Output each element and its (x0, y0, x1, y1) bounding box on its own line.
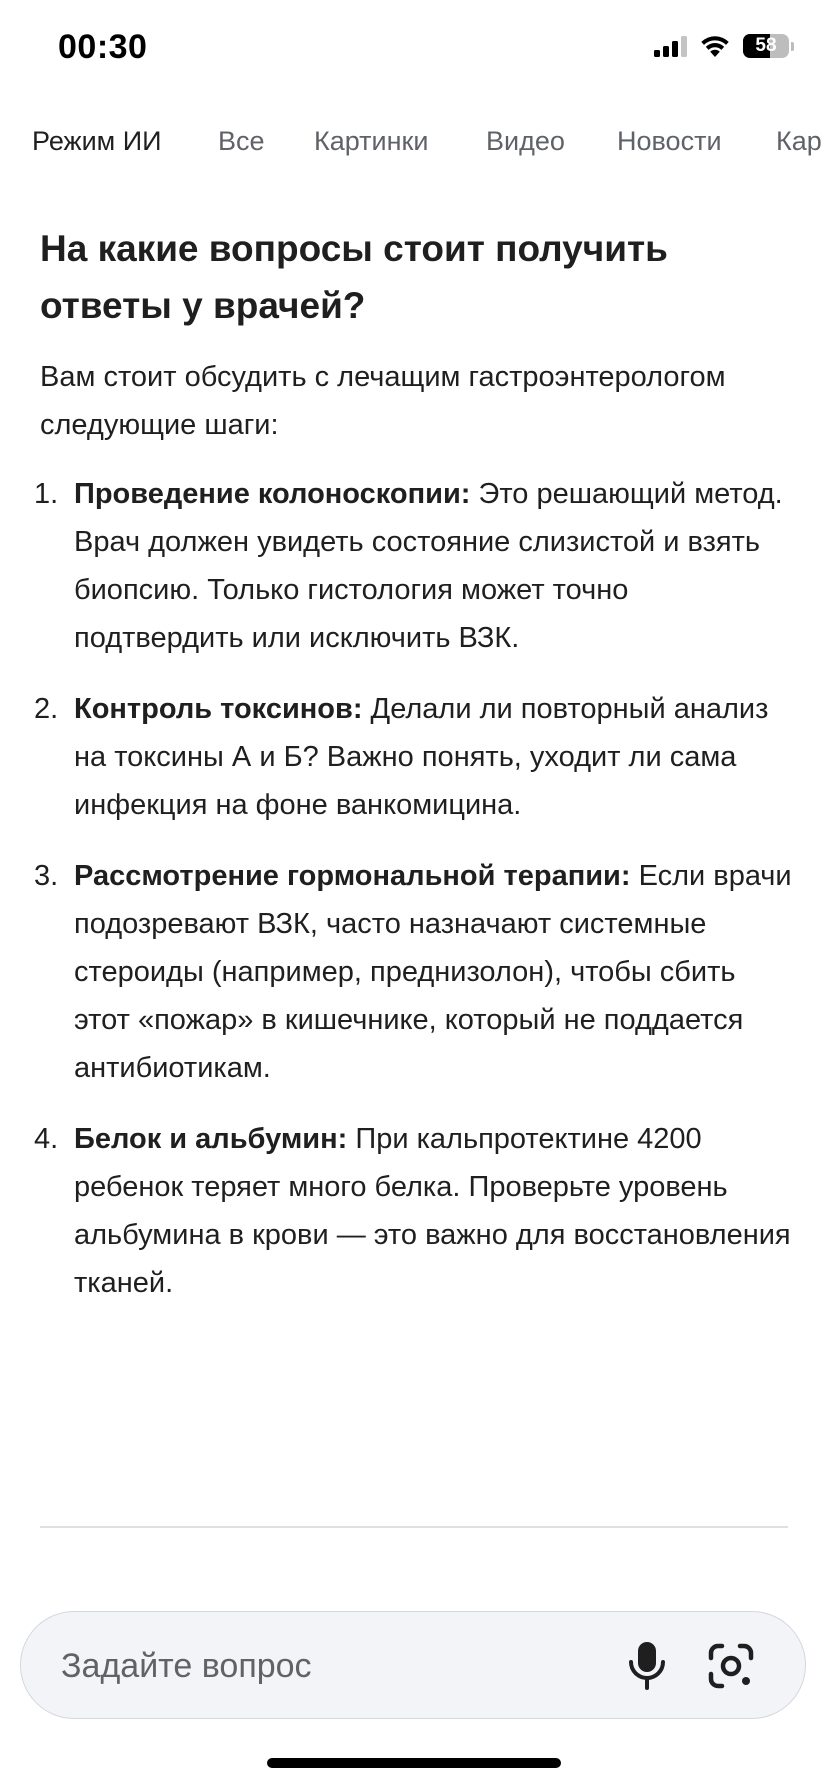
step-item (34, 685, 792, 829)
status-time: 00:30 (58, 28, 148, 66)
answer-heading: На какие вопросы стоит получить ответы у врачей? (40, 228, 668, 326)
step-item (34, 852, 792, 1092)
battery-level: 58 (755, 35, 777, 56)
step-text: Это решающий метод. Врач должен увидеть состояние слизистой и взять биопсию. Только гистология может точно подтвердить или исключить ВЗК. (74, 478, 783, 654)
step-item (34, 1115, 792, 1307)
answer-intro: Вам стоит обсудить с лечащим гастроэнтерологом следующие шаги: (40, 361, 726, 441)
lens-search-button[interactable] (705, 1640, 757, 1692)
step-number: 4. (34, 1123, 59, 1155)
content-divider (40, 1526, 788, 1528)
google-lens-icon (705, 1640, 757, 1692)
tab-videos[interactable]: Видео (486, 126, 565, 156)
microphone-icon (621, 1638, 673, 1694)
step-title: Белок и альбумин: (74, 1123, 348, 1155)
answer-steps (34, 470, 792, 1307)
battery-icon (743, 34, 794, 58)
tab-images[interactable]: Картинки (314, 126, 429, 156)
ask-input[interactable] (61, 1642, 581, 1690)
step-title: Рассмотрение гормональной терапии: (74, 860, 631, 892)
ask-bar (20, 1611, 806, 1719)
step-number: 1. (34, 478, 59, 510)
search-tabs (0, 118, 828, 166)
step-text: Делали ли повторный анализ на токсины А и Б? Важно понять, уходит ли сама инфекция на фоне ванкомицина. (74, 693, 769, 821)
tab-more[interactable]: Кар (776, 126, 822, 156)
wifi-icon (699, 34, 731, 58)
tab-ai-mode[interactable]: Режим ИИ (32, 126, 162, 156)
step-number: 2. (34, 693, 59, 725)
status-icons (654, 34, 794, 58)
step-text: При кальпротектине 4200 ребенок теряет много белка. Проверьте уровень альбумина в крови — это важно для восстановления тканей. (74, 1123, 791, 1299)
step-item (34, 470, 792, 662)
step-title: Контроль токсинов: (74, 693, 363, 725)
ai-answer (34, 220, 792, 1330)
status-bar (0, 0, 828, 100)
step-text: Если врачи подозревают ВЗК, часто назначают системные стероиды (например, преднизолон), чтобы сбить этот «пожар» в кишечнике, который не поддается антибиотикам. (74, 860, 792, 1084)
tab-all[interactable]: Все (218, 126, 265, 156)
tab-news[interactable]: Новости (617, 126, 722, 156)
home-indicator[interactable] (267, 1758, 561, 1768)
voice-search-button[interactable] (621, 1638, 673, 1694)
step-number: 3. (34, 860, 59, 892)
signal-icon (654, 35, 687, 57)
step-title: Проведение колоноскопии: (74, 478, 471, 510)
